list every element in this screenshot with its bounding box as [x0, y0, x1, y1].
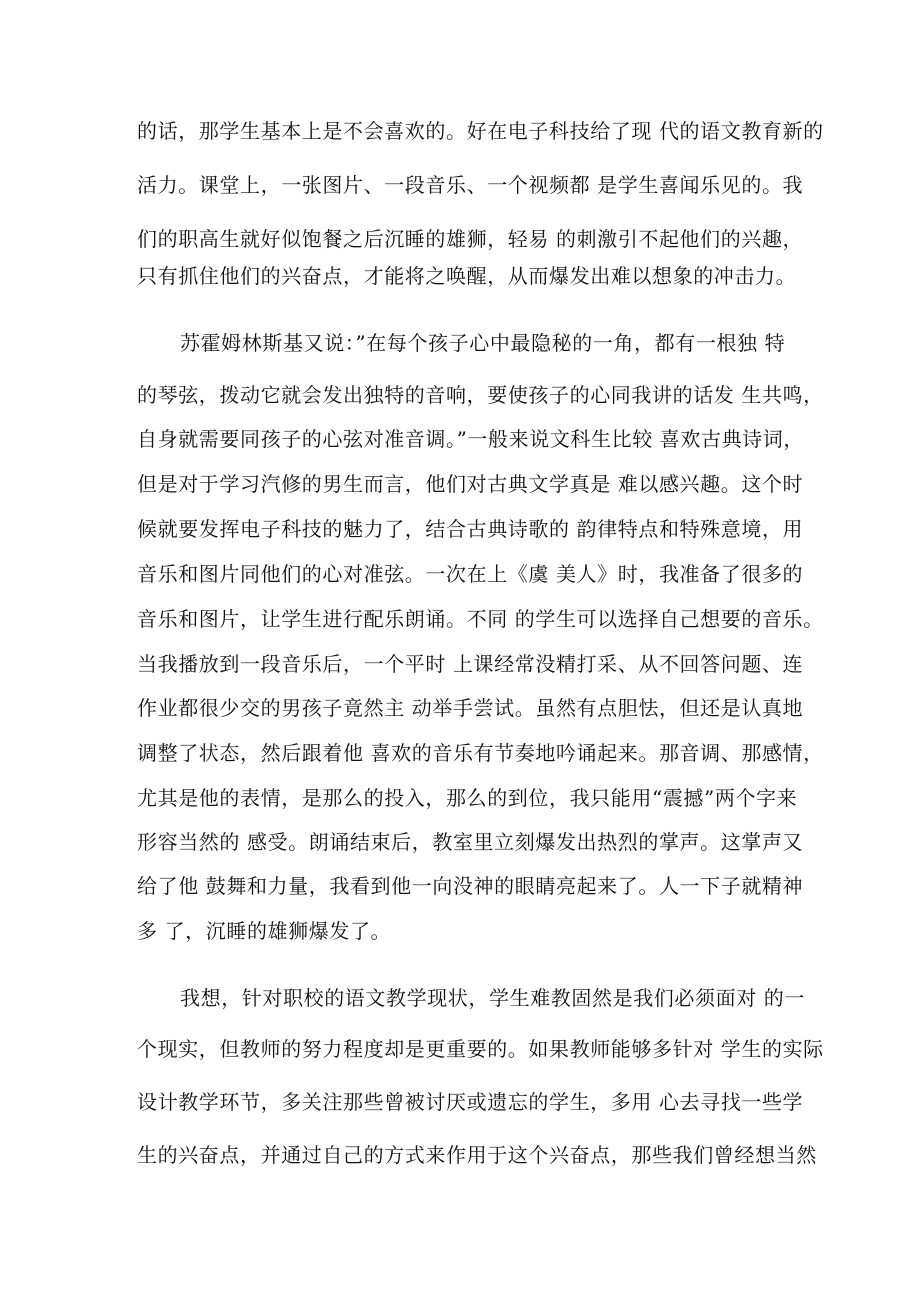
text-line: 生的兴奋点，并通过自己的方式来作用于这个兴奋点，那些我们曾经想当然 [137, 1143, 817, 1167]
text-line: 活力。课堂上，一张图片、一段音乐、一个视频都 是学生喜闻乐见的。我 [137, 173, 804, 197]
text-line: 的话，那学生基本上是不会喜欢的。好在电子科技给了现 代的语文教育新的 [137, 119, 824, 143]
text-line: 但是对于学习汽修的男生而言，他们对古典文学真是 难以感兴趣。这个时 [137, 472, 804, 496]
text-line: 设计教学环节，多关注那些曾被讨厌或遗忘的学生，多用 心去寻找一些学 [137, 1090, 804, 1114]
text-line: 作业都很少交的男孩子竟然主 动举手尝试。虽然有点胆怯，但还是认真地 [137, 696, 804, 720]
text-line: 自身就需要同孩子的心弦对准音调。”一般来说文科生比较 喜欢古典诗词， [137, 427, 804, 451]
text-line: 音乐和图片，让学生进行配乐朗诵。不同 的学生可以选择自己想要的音乐。 [137, 607, 824, 631]
text-line: 只有抓住他们的兴奋点，才能将之唤醒，从而爆发出难以想象的冲击力。 [137, 264, 797, 288]
text-line: 调整了状态，然后跟着他 喜欢的音乐有节奏地吟诵起来。那音调、那感情， [137, 741, 824, 765]
text-line: 形容当然的 感受。朗诵结束后，教室里立刻爆发出热烈的掌声。这掌声又 [137, 830, 804, 854]
text-line: 们的职高生就好似饱餐之后沉睡的雄狮，轻易 的刺激引不起他们的兴趣， [137, 227, 804, 251]
text-line: 候就要发挥电子科技的魅力了，结合古典诗歌的 韵律特点和特殊意境，用 [137, 517, 804, 541]
text-line: 个现实，但教师的努力程度却是更重要的。如果教师能够多针对 学生的实际 [137, 1037, 824, 1061]
text-line: 音乐和图片同他们的心对准弦。一次在上《虞 美人》时，我准备了很多的 [137, 562, 804, 586]
text-line: 苏霍姆林斯基又说：”在每个孩子心中最隐秘的一角，都有一根独 特 [180, 331, 786, 355]
text-line: 我想，针对职校的语文教学现状，学生难教固然是我们必须面对 的一 [180, 986, 805, 1010]
text-line: 当我播放到一段音乐后，一个平时 上课经常没精打采、从不回答问题、连 [137, 652, 804, 676]
text-line: 的琴弦，拨动它就会发出独特的音响，要使孩子的心同我讲的话发 生共鸣， [137, 383, 824, 407]
text-line: 给了他 鼓舞和力量，我看到他一向没神的眼睛亮起来了。人一下子就精神 [137, 874, 804, 898]
text-line: 多 了，沉睡的雄狮爆发了。 [137, 919, 392, 943]
text-line: 尤其是他的表情，是那么的投入，那么的到位，我只能用“震撼”两个字来 [137, 786, 798, 810]
